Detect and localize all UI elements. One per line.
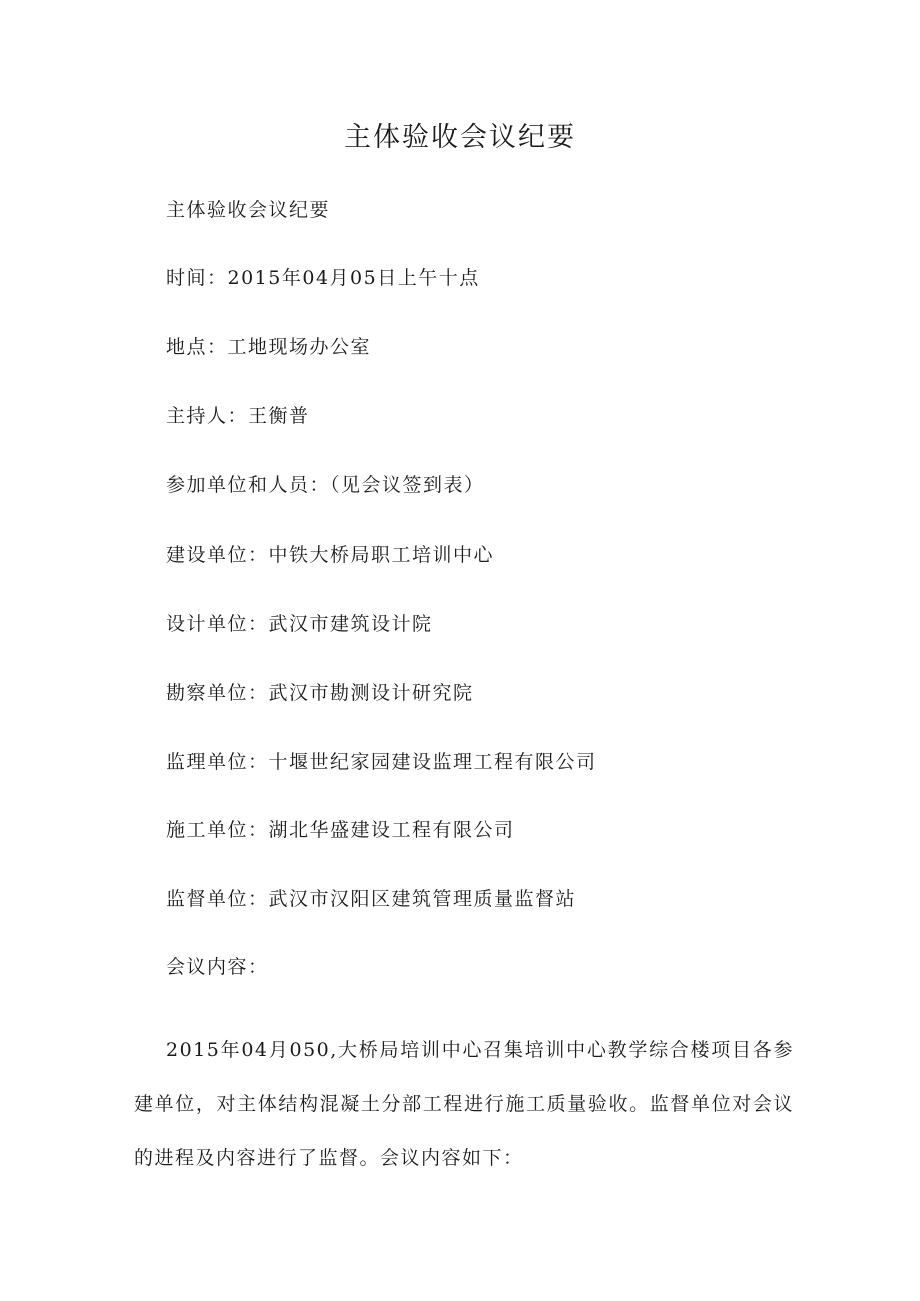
meeting-time: 时间：2015年04月05日上午十点 — [166, 267, 480, 289]
document-subtitle: 主体验收会议纪要 — [166, 199, 331, 221]
meeting-location: 地点：工地现场办公室 — [166, 336, 372, 358]
survey-unit: 勘察单位：武汉市勘测设计研究院 — [166, 682, 474, 704]
oversight-unit: 监督单位：武汉市汉阳区建筑管理质量监督站 — [166, 888, 577, 910]
supervision-unit: 监理单位：十堰世纪家园建设监理工程有限公司 — [166, 751, 597, 773]
design-unit: 设计单位：武汉市建筑设计院 — [166, 613, 433, 635]
meeting-host: 主持人：王衡普 — [166, 405, 310, 427]
document-title: 主体验收会议纪要 — [344, 122, 576, 153]
construction-unit: 建设单位：中铁大桥局职工培训中心 — [166, 544, 495, 566]
content-heading: 会议内容： — [166, 956, 269, 978]
participants: 参加单位和人员：（见会议签到表） — [166, 474, 485, 496]
content-paragraph: 2015年04月050,大桥局培训中心召集培训中心教学综合楼项目各参建单位，对主体结构混凝土分部工程进行施工质量验收。监督单位对会议的进程及内容进行了监督。会议内容如下： — [134, 1039, 794, 1169]
contractor-unit: 施工单位：湖北华盛建设工程有限公司 — [166, 819, 515, 841]
